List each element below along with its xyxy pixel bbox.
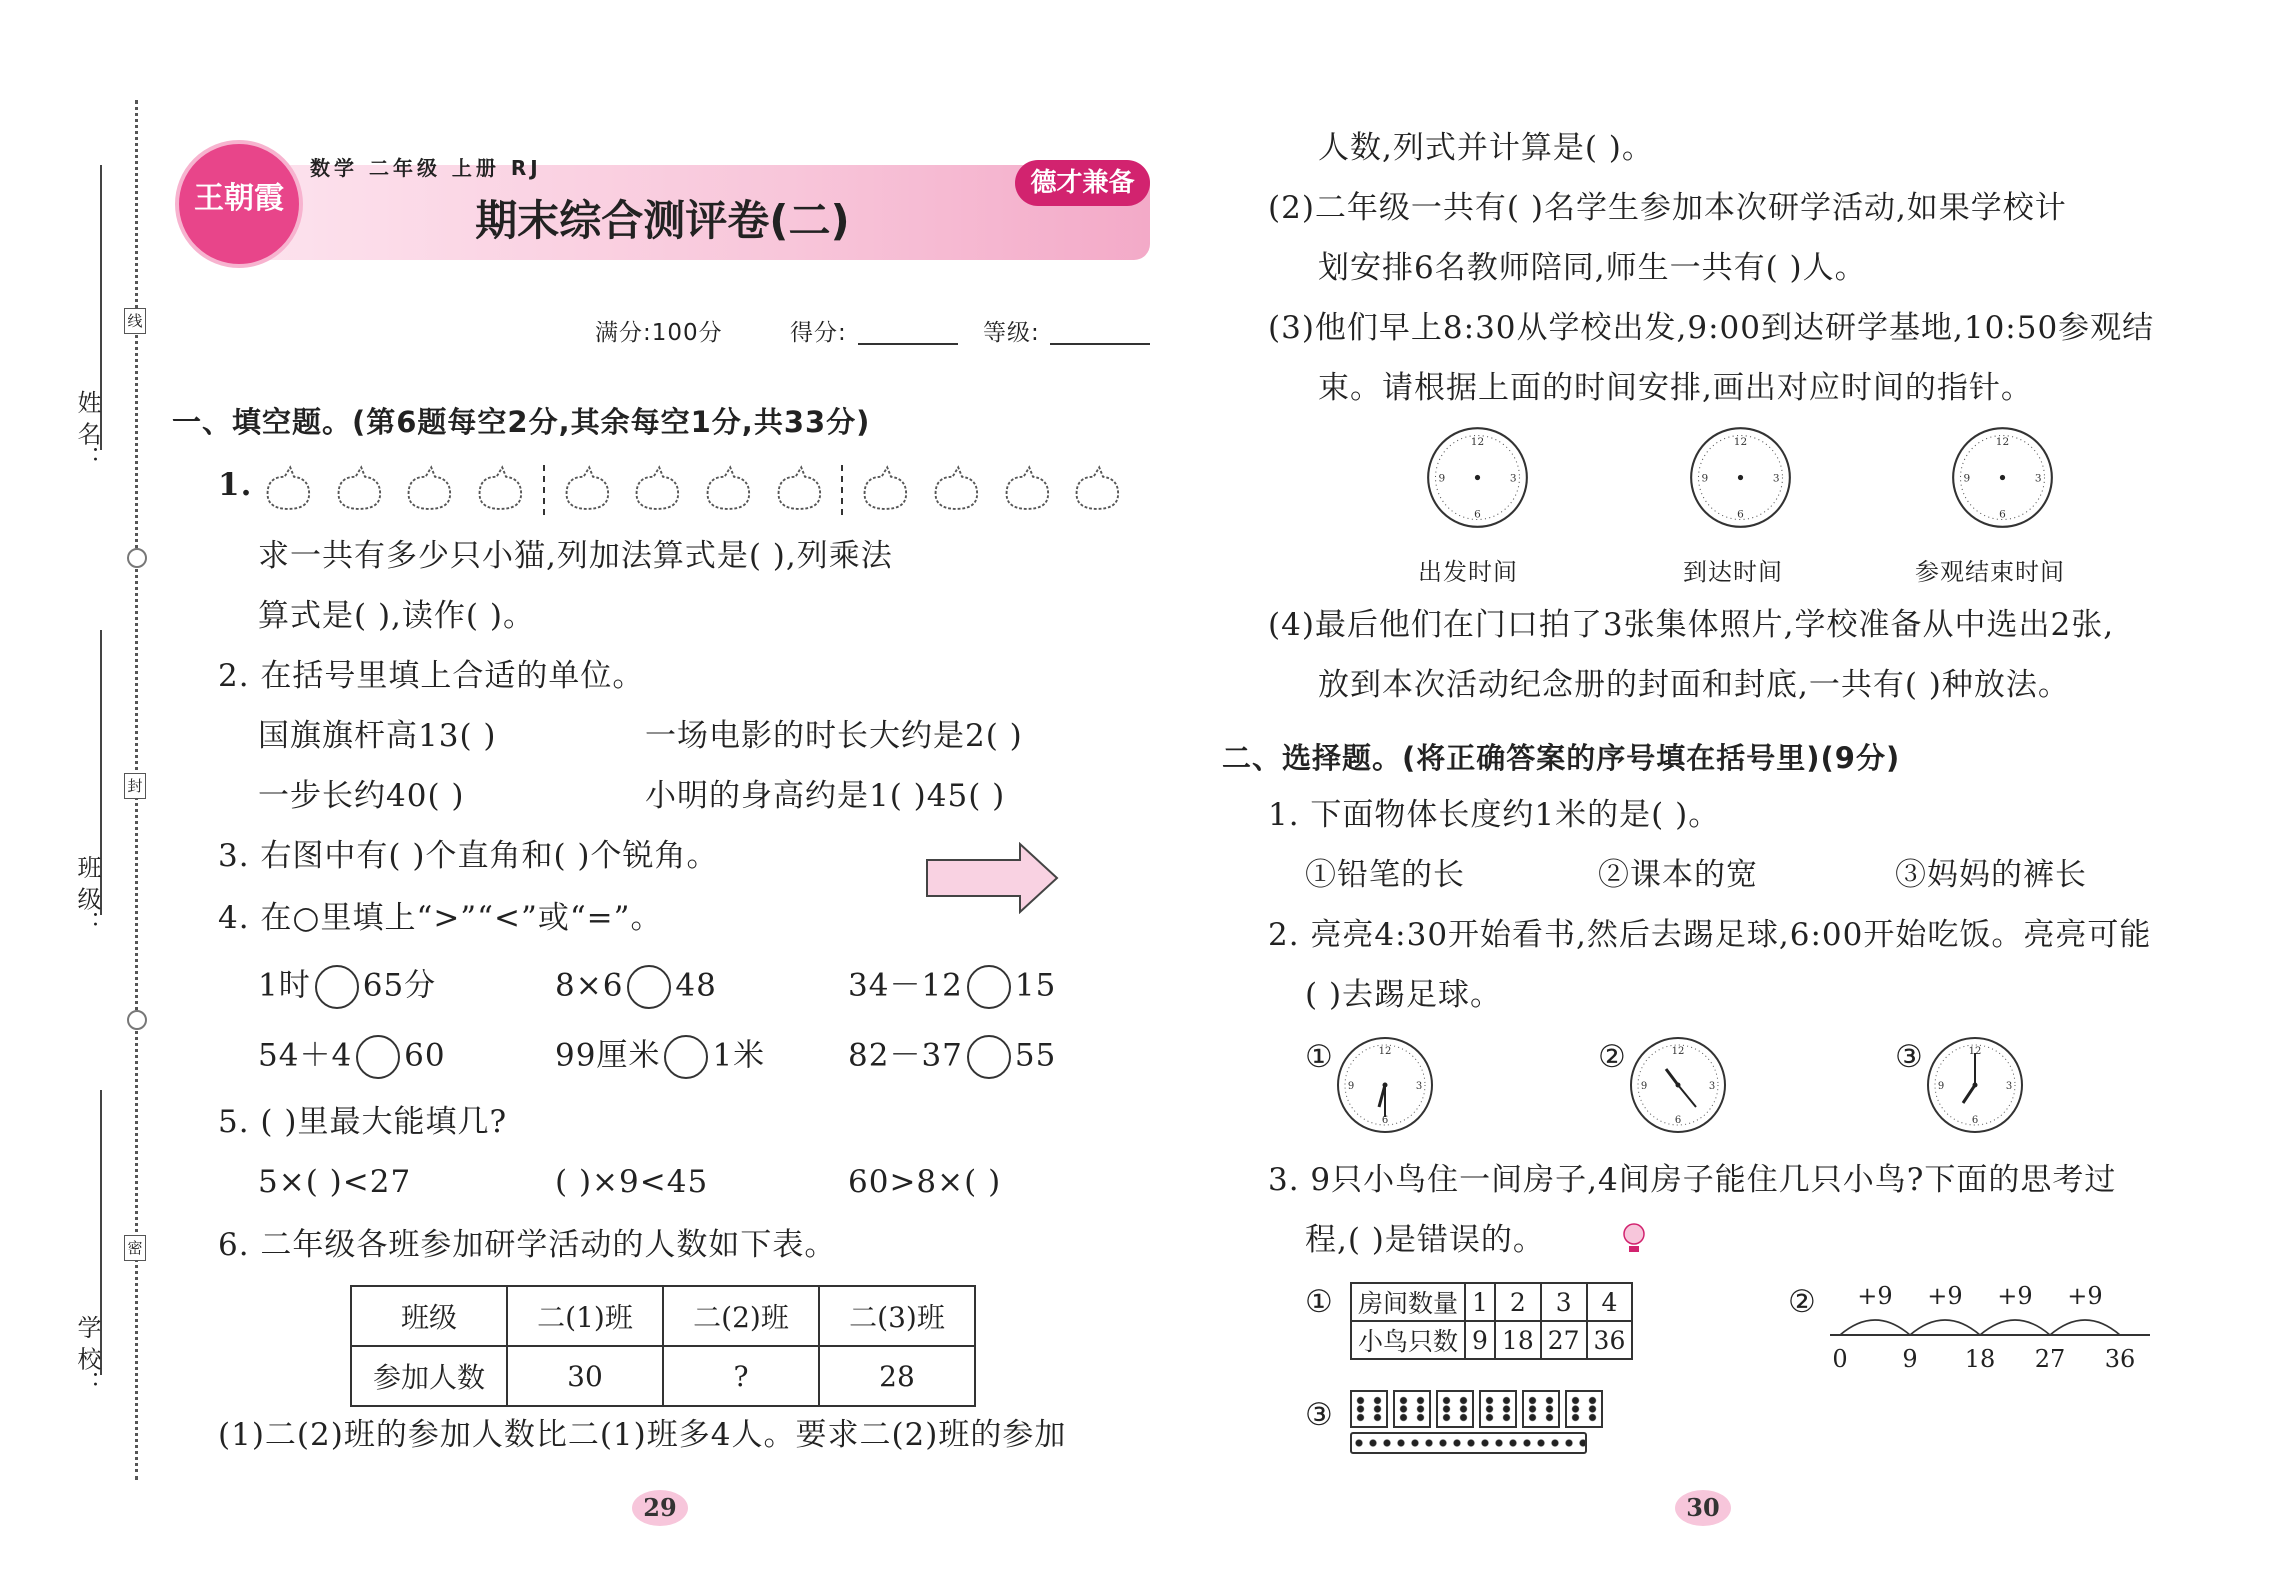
- q2-d: 小明的身高约是1( )45( ): [645, 778, 1006, 814]
- svg-text:9: 9: [1438, 472, 1446, 485]
- q5-c: 60>8×( ): [848, 1164, 1002, 1200]
- cat-icon: [401, 464, 458, 516]
- svg-text:9: 9: [1937, 1081, 1945, 1092]
- c3-option-2-mark: ②: [1788, 1284, 1817, 1320]
- svg-text:12: 12: [1671, 1046, 1685, 1057]
- clock-departure[interactable]: [1425, 425, 1530, 530]
- clock-visit-end[interactable]: [1950, 425, 2055, 530]
- r-q2-line1: (2)二年级一共有( )名学生参加本次研学活动,如果学校计: [1268, 190, 2067, 226]
- binding-hole-bottom: [127, 1010, 147, 1030]
- c1-option-2: ②课本的宽: [1598, 857, 1758, 893]
- q3-title: 3. 右图中有( )个直角和( )个锐角。: [218, 838, 719, 874]
- table-cell: 36: [1587, 1321, 1633, 1359]
- compare-circle[interactable]: [664, 1035, 708, 1079]
- svg-text:3: 3: [2034, 472, 2042, 485]
- cat-icon: [559, 464, 616, 516]
- svg-text:9: 9: [1640, 1081, 1648, 1092]
- arrow-figure: [925, 842, 1060, 914]
- svg-text:3: 3: [1708, 1081, 1716, 1092]
- q1-line2: 算式是( ),读作( )。: [258, 598, 535, 634]
- q1-line1: 求一共有多少只小猫,列加法算式是( ),列乘法: [258, 538, 893, 574]
- jump-label: +9: [1857, 1282, 1893, 1310]
- r-q1-continued: 人数,列式并计算是( )。: [1318, 130, 1654, 166]
- table-cell: 二(3)班: [819, 1286, 975, 1346]
- q5-b: ( )×9<45: [555, 1164, 709, 1200]
- svg-text:6: 6: [1474, 508, 1481, 521]
- c3-line1: 3. 9只小鸟住一间房子,4间房子能住几只小鸟?下面的思考过: [1268, 1162, 2117, 1198]
- compare-circle[interactable]: [967, 1035, 1011, 1079]
- table-cell: 二(1)班: [507, 1286, 663, 1346]
- clock-arrival[interactable]: [1688, 425, 1793, 530]
- r-q4-line2: 放到本次活动纪念册的封面和封底,一共有( )种放法。: [1318, 667, 2070, 703]
- stamp-mi: 密: [124, 1235, 146, 1261]
- table-cell: 二(2)班: [663, 1286, 819, 1346]
- number-line: [1820, 1280, 2160, 1375]
- clock-label-departure: 出发时间: [1418, 558, 1518, 586]
- c3-line2: 程,( )是错误的。: [1305, 1222, 1545, 1258]
- svg-text:6: 6: [1737, 508, 1744, 521]
- table-cell: 27: [1541, 1321, 1587, 1359]
- table-cell: 1: [1465, 1283, 1495, 1321]
- dice-groups: [1350, 1390, 1650, 1454]
- section2-title: 二、选择题。(将正确答案的序号填在括号里)(9分): [1222, 741, 1901, 775]
- svg-text:3: 3: [1772, 472, 1780, 485]
- q4-item-4: 54＋4 60: [258, 1035, 446, 1079]
- svg-text:12: 12: [1470, 435, 1485, 448]
- svg-text:9: 9: [1701, 472, 1709, 485]
- score-label: 得分:: [790, 320, 847, 346]
- class-label: 班 级：: [73, 855, 101, 935]
- table-cell: 房间数量: [1351, 1283, 1465, 1321]
- q2-title: 2. 在括号里填上合适的单位。: [218, 658, 645, 694]
- table-row: [1351, 1321, 1632, 1359]
- section1-title: 一、填空题。(第6题每空2分,其余每空1分,共33分): [172, 405, 871, 439]
- table-cell: 小鸟只数: [1351, 1321, 1465, 1359]
- compare-circle[interactable]: [627, 965, 671, 1009]
- compare-circle[interactable]: [315, 965, 359, 1009]
- score-blank[interactable]: [858, 343, 958, 345]
- cat-icon: [999, 464, 1056, 516]
- c2-clock-2: [1628, 1035, 1728, 1135]
- clock-label-visit-end: 参观结束时间: [1915, 558, 2065, 586]
- c1-title: 1. 下面物体长度约1米的是( )。: [1268, 797, 1721, 833]
- page-number-right: 30: [1675, 1490, 1731, 1526]
- stamp-feng: 封: [124, 773, 146, 799]
- svg-text:3: 3: [1509, 472, 1517, 485]
- brand-logo: 王朝霞: [175, 140, 303, 268]
- grade-blank[interactable]: [1050, 343, 1150, 345]
- svg-text:12: 12: [1995, 435, 2010, 448]
- cat-icon: [857, 464, 914, 516]
- q6-part1: (1)二(2)班的参加人数比二(1)班多4人。要求二(2)班的参加: [218, 1417, 1067, 1453]
- table-cell: 参加人数: [351, 1346, 507, 1406]
- subject-line: 数学 二年级 上册 RJ: [310, 156, 542, 180]
- c2-clock-3: [1925, 1035, 2025, 1135]
- cat-icon: [260, 464, 317, 516]
- stamp-xian: 线: [124, 308, 146, 334]
- tick-label: 36: [2104, 1345, 2136, 1373]
- q2-b: 一场电影的时长大约是2( ): [645, 718, 1023, 754]
- svg-text:6: 6: [1999, 508, 2006, 521]
- svg-text:12: 12: [1378, 1046, 1392, 1057]
- class-participation-table: [350, 1285, 976, 1407]
- c3-option-1-mark: ①: [1305, 1284, 1334, 1320]
- svg-text:6: 6: [1381, 1115, 1389, 1126]
- svg-text:12: 12: [1968, 1046, 1982, 1057]
- svg-text:6: 6: [1971, 1115, 1979, 1126]
- cat-icon: [700, 464, 757, 516]
- school-label: 学 校：: [73, 1315, 101, 1395]
- dice-icon: [1393, 1390, 1431, 1428]
- q5-title: 5. ( )里最大能填几?: [218, 1104, 508, 1140]
- c1-option-3: ③妈妈的裤长: [1895, 857, 2087, 893]
- r-q2-line2: 划安排6名教师陪同,师生一共有( )人。: [1318, 250, 1867, 286]
- c2-option-1-mark: ①: [1305, 1039, 1334, 1075]
- badge-decai: 德才兼备: [1015, 160, 1150, 206]
- table-cell: 3: [1541, 1283, 1587, 1321]
- jump-label: +9: [2067, 1282, 2103, 1310]
- hint-icon: [1620, 1222, 1648, 1254]
- jump-label: +9: [1997, 1282, 2033, 1310]
- cat-icon: [1069, 464, 1126, 516]
- page-title: 期末综合测评卷(二): [475, 196, 850, 245]
- full-score: 满分:100分: [595, 320, 723, 346]
- cats-illustration: [260, 460, 1140, 520]
- table-cell: 18: [1495, 1321, 1541, 1359]
- c2-option-2-mark: ②: [1598, 1039, 1627, 1075]
- dice-strip: [1350, 1432, 1587, 1454]
- clock-label-arrival: 到达时间: [1683, 558, 1783, 586]
- table-cell: 30: [507, 1346, 663, 1406]
- table-cell: ?: [663, 1346, 819, 1406]
- c2-clock-1: [1335, 1035, 1435, 1135]
- dice-icon: [1522, 1390, 1560, 1428]
- q4-item-3: 34－12 15: [848, 965, 1056, 1009]
- svg-text:12: 12: [1733, 435, 1748, 448]
- table-cell: 4: [1587, 1283, 1633, 1321]
- table-row: [1351, 1283, 1632, 1321]
- table-cell: 2: [1495, 1283, 1541, 1321]
- q4-item-5: 99厘米 1米: [555, 1035, 765, 1079]
- table-cell: 28: [819, 1346, 975, 1406]
- name-label: 姓 名：: [73, 390, 101, 470]
- tick-label: 27: [2034, 1345, 2066, 1373]
- svg-text:9: 9: [1347, 1081, 1355, 1092]
- svg-text:3: 3: [2005, 1081, 2013, 1092]
- compare-circle[interactable]: [967, 965, 1011, 1009]
- dice-icon: [1565, 1390, 1603, 1428]
- cat-icon: [629, 464, 686, 516]
- grade-label: 等级:: [983, 320, 1040, 346]
- cat-icon: [331, 464, 388, 516]
- tick-label: 0: [1832, 1345, 1848, 1373]
- group-separator: [543, 465, 545, 515]
- c2-option-3-mark: ③: [1895, 1039, 1924, 1075]
- r-q4-line1: (4)最后他们在门口拍了3张集体照片,学校准备从中选出2张,: [1268, 607, 2115, 643]
- q1-number: 1.: [218, 467, 253, 503]
- cat-icon: [472, 464, 529, 516]
- rooms-birds-table: [1350, 1282, 1633, 1360]
- c2-line2: ( )去踢足球。: [1305, 977, 1503, 1013]
- cat-icon: [928, 464, 985, 516]
- group-separator: [841, 465, 843, 515]
- q4-title: 4. 在○里填上“>”“<”或“=”。: [218, 900, 663, 936]
- svg-text:3: 3: [1415, 1081, 1423, 1092]
- tick-label: 9: [1902, 1345, 1918, 1373]
- table-row: [351, 1286, 975, 1346]
- page-number-left: 29: [632, 1490, 688, 1526]
- binding-hole-top: [127, 548, 147, 568]
- q4-item-2: 8×6 48: [555, 965, 717, 1009]
- svg-text:6: 6: [1674, 1115, 1682, 1126]
- dice-icon: [1350, 1390, 1388, 1428]
- svg-text:9: 9: [1963, 472, 1971, 485]
- q2-c: 一步长约40( ): [258, 778, 465, 814]
- table-cell: 班级: [351, 1286, 507, 1346]
- r-q3-line2: 束。请根据上面的时间安排,画出对应时间的指针。: [1318, 370, 2033, 406]
- compare-circle[interactable]: [356, 1035, 400, 1079]
- dice-icon: [1479, 1390, 1517, 1428]
- q5-a: 5×( )<27: [258, 1164, 412, 1200]
- table-row: [351, 1346, 975, 1406]
- r-q3-line1: (3)他们早上8:30从学校出发,9:00到达研学基地,10:50参观结: [1268, 310, 2155, 346]
- jump-label: +9: [1927, 1282, 1963, 1310]
- q4-item-1: 1时 65分: [258, 965, 436, 1009]
- q6-title: 6. 二年级各班参加研学活动的人数如下表。: [218, 1227, 837, 1263]
- cat-icon: [771, 464, 828, 516]
- q2-a: 国旗旗杆高13( ): [258, 718, 497, 754]
- c3-option1-table-wrap: [1350, 1282, 1633, 1360]
- dice-icon: [1436, 1390, 1474, 1428]
- tick-label: 18: [1964, 1345, 1996, 1373]
- exam-header: [175, 140, 1150, 260]
- c3-option-3-mark: ③: [1305, 1397, 1334, 1433]
- q4-item-6: 82－37 55: [848, 1035, 1056, 1079]
- c1-option-1: ①铅笔的长: [1305, 857, 1465, 893]
- c2-line1: 2. 亮亮4:30开始看书,然后去踢足球,6:00开始吃饭。亮亮可能: [1268, 917, 2152, 953]
- table-cell: 9: [1465, 1321, 1495, 1359]
